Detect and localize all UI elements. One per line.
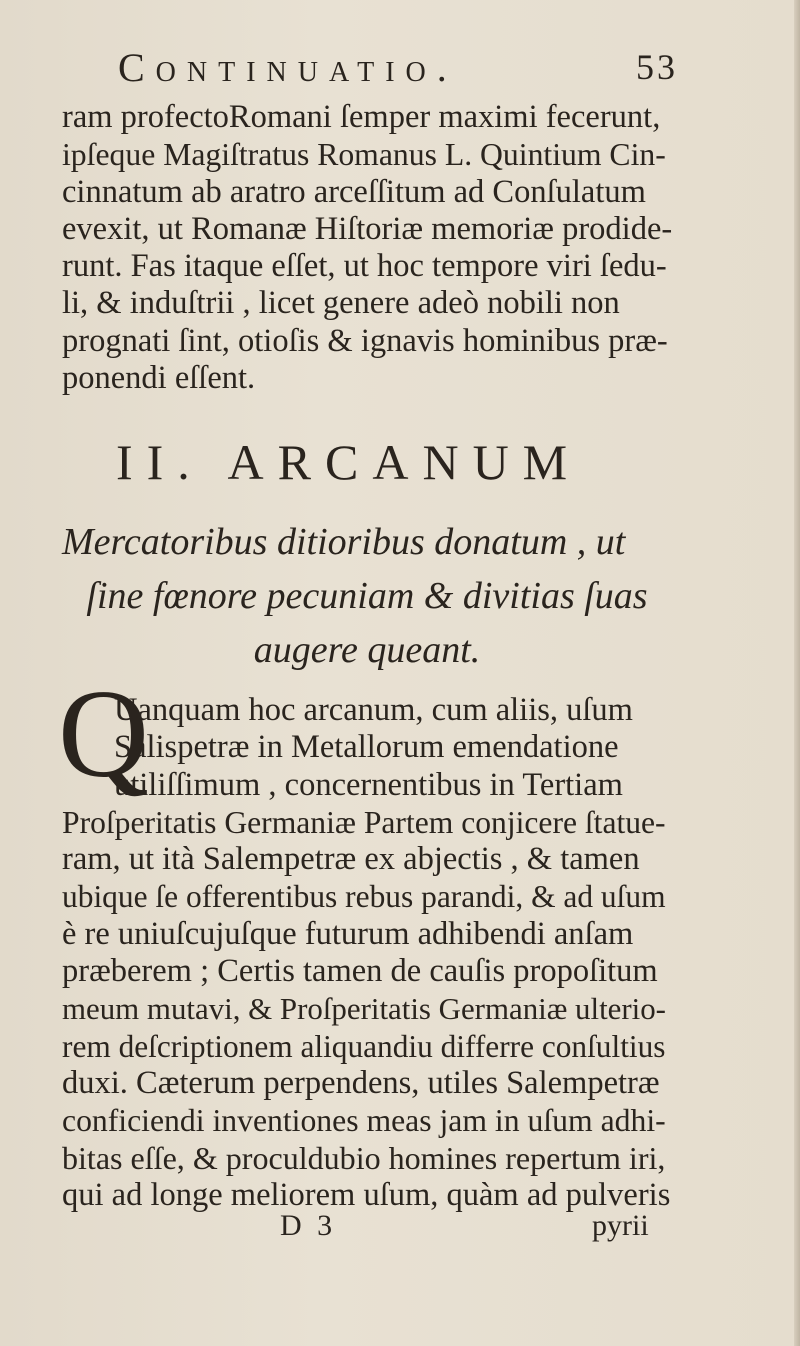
catchword: pyrii [592, 1209, 649, 1242]
text-line: Proſperitatis Germaniæ Partem conjicere ſtatue- [62, 804, 666, 840]
page-number: 53 [636, 47, 678, 87]
drop-cap: Q [58, 665, 149, 804]
subtitle-line: ſine fœnore pecuniam & divitias ſuas [86, 575, 648, 617]
text-line: rem deſcriptionem aliquandiu differre conſultius [62, 1028, 666, 1064]
paragraph-2 [62, 692, 672, 1214]
text-line: duxi. Cæterum perpendens, utiles Salempetræ [62, 1064, 660, 1101]
text-line: ipſeque Magiſtratus Romanus L. Quintium Cin- [62, 137, 666, 173]
text-line: li, & induſtrii , licet genere adeò nobili non [62, 285, 620, 322]
text-line: cinnatum ab aratro arceſſitum ad Conſulatum [62, 173, 646, 210]
text-line: ram, ut ità Salempetræ ex abjectis , & tamen [62, 841, 640, 878]
running-head-title: Continuatio. [118, 45, 458, 90]
text-line: è re uniuſcujuſque futurum adhibendi anſam [62, 915, 634, 952]
text-line: ram profectoRomani ſemper maximi fecerunt, [62, 99, 661, 135]
text-line: utiliſſimum , concernentibus in Tertiam [114, 766, 623, 803]
text-line: prognati ſint, otioſis & ignavis hominibus præ- [62, 322, 668, 359]
text-line: qui ad longe meliorem uſum, quàm ad pulveris [62, 1176, 671, 1213]
subtitle-line: Mercatoribus ditioribus donatum , ut [62, 521, 626, 563]
running-head [118, 44, 678, 94]
text-line: ubique ſe offerentibus rebus parandi, & ad uſum [62, 879, 666, 915]
text-line: ponendi eſſent. [62, 360, 256, 397]
text-line: meum mutavi, & Proſperitatis Germaniæ ulterio- [62, 991, 666, 1027]
text-line: runt. Fas itaque eſſet, ut hoc tempore viri ſedu- [62, 248, 667, 285]
signature-mark: D 3 [280, 1209, 337, 1242]
section-subtitle [62, 515, 672, 677]
subtitle-line: augere queant. [253, 629, 481, 671]
text-line: evexit, ut Romanæ Hiſtoriæ memoriæ prodide- [62, 210, 673, 247]
text-line: conficiendi inventiones meas jam in uſum adhi- [62, 1103, 666, 1139]
text-line: Uanquam hoc arcanum, cum aliis, uſum [114, 692, 633, 728]
text-line: bitas eſſe, & proculdubio homines repertum iri, [62, 1139, 666, 1176]
section-title: II. ARCANUM [116, 434, 582, 490]
paragraph-1 [62, 99, 672, 397]
text-line: Salispetræ in Metallorum emendatione [114, 729, 619, 766]
text-line: præberem ; Certis tamen de cauſis propoſitum [62, 953, 658, 990]
page-edge [794, 0, 800, 1346]
